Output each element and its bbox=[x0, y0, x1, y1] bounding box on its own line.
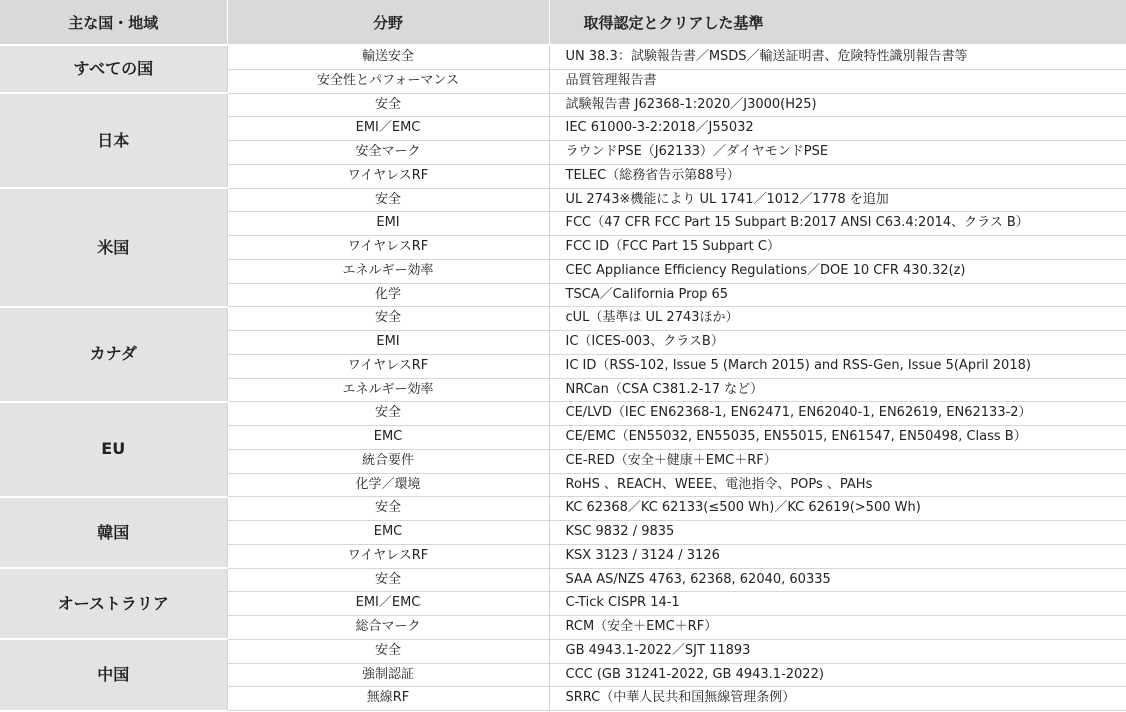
region-cell: 日本 bbox=[0, 93, 227, 188]
field-cell: 無線RF bbox=[227, 687, 549, 711]
standard-cell: RoHS 、REACH、WEEE、電池指令、POPs 、PAHs bbox=[549, 473, 1126, 497]
standard-cell: NRCan（CSA C381.2-17 など） bbox=[549, 378, 1126, 402]
standard-cell: IC（ICES-003、クラスB） bbox=[549, 331, 1126, 355]
standard-cell: GB 4943.1-2022／SJT 11893 bbox=[549, 639, 1126, 663]
header-row bbox=[0, 0, 1126, 45]
field-cell: 安全 bbox=[227, 497, 549, 521]
standard-cell: KSC 9832 / 9835 bbox=[549, 521, 1126, 545]
table-row bbox=[0, 307, 1126, 331]
table-row bbox=[0, 568, 1126, 592]
field-cell: EMI bbox=[227, 331, 549, 355]
field-cell: 安全 bbox=[227, 307, 549, 331]
field-cell: 安全 bbox=[227, 568, 549, 592]
table-body bbox=[0, 45, 1126, 711]
standard-cell: FCC ID（FCC Part 15 Subpart C） bbox=[549, 236, 1126, 260]
field-cell: ワイヤレスRF bbox=[227, 164, 549, 188]
field-cell: エネルギー効率 bbox=[227, 378, 549, 402]
table-row bbox=[0, 45, 1126, 69]
region-cell: すべての国 bbox=[0, 45, 227, 93]
standard-cell: cUL（基準は UL 2743ほか） bbox=[549, 307, 1126, 331]
standard-cell: KC 62368／KC 62133(≤500 Wh)／KC 62619(>500 Wh) bbox=[549, 497, 1126, 521]
region-cell: オーストラリア bbox=[0, 568, 227, 639]
field-cell: ワイヤレスRF bbox=[227, 354, 549, 378]
region-cell: EU bbox=[0, 402, 227, 497]
field-cell: 総合マーク bbox=[227, 616, 549, 640]
field-cell: ワイヤレスRF bbox=[227, 544, 549, 568]
standard-cell: UL 2743※機能により UL 1741／1012／1778 を追加 bbox=[549, 188, 1126, 212]
table-row bbox=[0, 93, 1126, 117]
standard-cell: 品質管理報告書 bbox=[549, 69, 1126, 93]
standard-cell: CE/LVD（IEC EN62368-1, EN62471, EN62040-1, EN62619, EN62133-2） bbox=[549, 402, 1126, 426]
field-cell: 強制認証 bbox=[227, 663, 549, 687]
field-cell: EMI／EMC bbox=[227, 592, 549, 616]
standard-cell: 試験報告書 J62368-1:2020／J3000(H25) bbox=[549, 93, 1126, 117]
standard-cell: SRRC（中華人民共和国無線管理条例） bbox=[549, 687, 1126, 711]
standard-cell: UN 38.3：試験報告書／MSDS／輸送証明書、危険特性識別報告書等 bbox=[549, 45, 1126, 69]
field-cell: 安全 bbox=[227, 188, 549, 212]
standard-cell: CEC Appliance Efficiency Regulations／DOE 10 CFR 430.32(z) bbox=[549, 259, 1126, 283]
standard-cell: C-Tick CISPR 14-1 bbox=[549, 592, 1126, 616]
standard-cell: FCC（47 CFR FCC Part 15 Subpart B:2017 ANSI C63.4:2014、クラス B） bbox=[549, 212, 1126, 236]
field-cell: EMC bbox=[227, 521, 549, 545]
field-cell: EMI bbox=[227, 212, 549, 236]
field-cell: ワイヤレスRF bbox=[227, 236, 549, 260]
standard-cell: IEC 61000-3-2:2018／J55032 bbox=[549, 117, 1126, 141]
field-cell: 統合要件 bbox=[227, 449, 549, 473]
standard-cell: TSCA／California Prop 65 bbox=[549, 283, 1126, 307]
field-cell: 安全性とパフォーマンス bbox=[227, 69, 549, 93]
standard-cell: SAA AS/NZS 4763, 62368, 62040, 60335 bbox=[549, 568, 1126, 592]
field-cell: 輸送安全 bbox=[227, 45, 549, 69]
region-cell: 米国 bbox=[0, 188, 227, 307]
standard-cell: CE/EMC（EN55032, EN55035, EN55015, EN61547, EN50498, Class B） bbox=[549, 426, 1126, 450]
table-row bbox=[0, 497, 1126, 521]
header-field: 分野 bbox=[227, 0, 549, 45]
field-cell: EMI／EMC bbox=[227, 117, 549, 141]
field-cell: 安全 bbox=[227, 402, 549, 426]
table-header bbox=[0, 0, 1126, 45]
standard-cell: RCM（安全＋EMC＋RF） bbox=[549, 616, 1126, 640]
field-cell: エネルギー効率 bbox=[227, 259, 549, 283]
standard-cell: IC ID（RSS-102, Issue 5 (March 2015) and RSS-Gen, Issue 5(April 2018) bbox=[549, 354, 1126, 378]
field-cell: 安全 bbox=[227, 93, 549, 117]
standard-cell: CE-RED（安全＋健康＋EMC＋RF） bbox=[549, 449, 1126, 473]
field-cell: EMC bbox=[227, 426, 549, 450]
region-cell: 韓国 bbox=[0, 497, 227, 568]
standard-cell: ラウンドPSE（J62133）／ダイヤモンドPSE bbox=[549, 141, 1126, 165]
field-cell: 化学 bbox=[227, 283, 549, 307]
table-row bbox=[0, 188, 1126, 212]
standard-cell: KSX 3123 / 3124 / 3126 bbox=[549, 544, 1126, 568]
standard-cell: TELEC（総務省告示第88号） bbox=[549, 164, 1126, 188]
field-cell: 安全マーク bbox=[227, 141, 549, 165]
table-row bbox=[0, 639, 1126, 663]
header-standard: 取得認定とクリアした基準 bbox=[549, 0, 1126, 45]
field-cell: 化学／環境 bbox=[227, 473, 549, 497]
header-region: 主な国・地域 bbox=[0, 0, 227, 45]
region-cell: カナダ bbox=[0, 307, 227, 402]
field-cell: 安全 bbox=[227, 639, 549, 663]
region-cell: 中国 bbox=[0, 639, 227, 710]
table-row bbox=[0, 402, 1126, 426]
standard-cell: CCC (GB 31241-2022, GB 4943.1-2022) bbox=[549, 663, 1126, 687]
